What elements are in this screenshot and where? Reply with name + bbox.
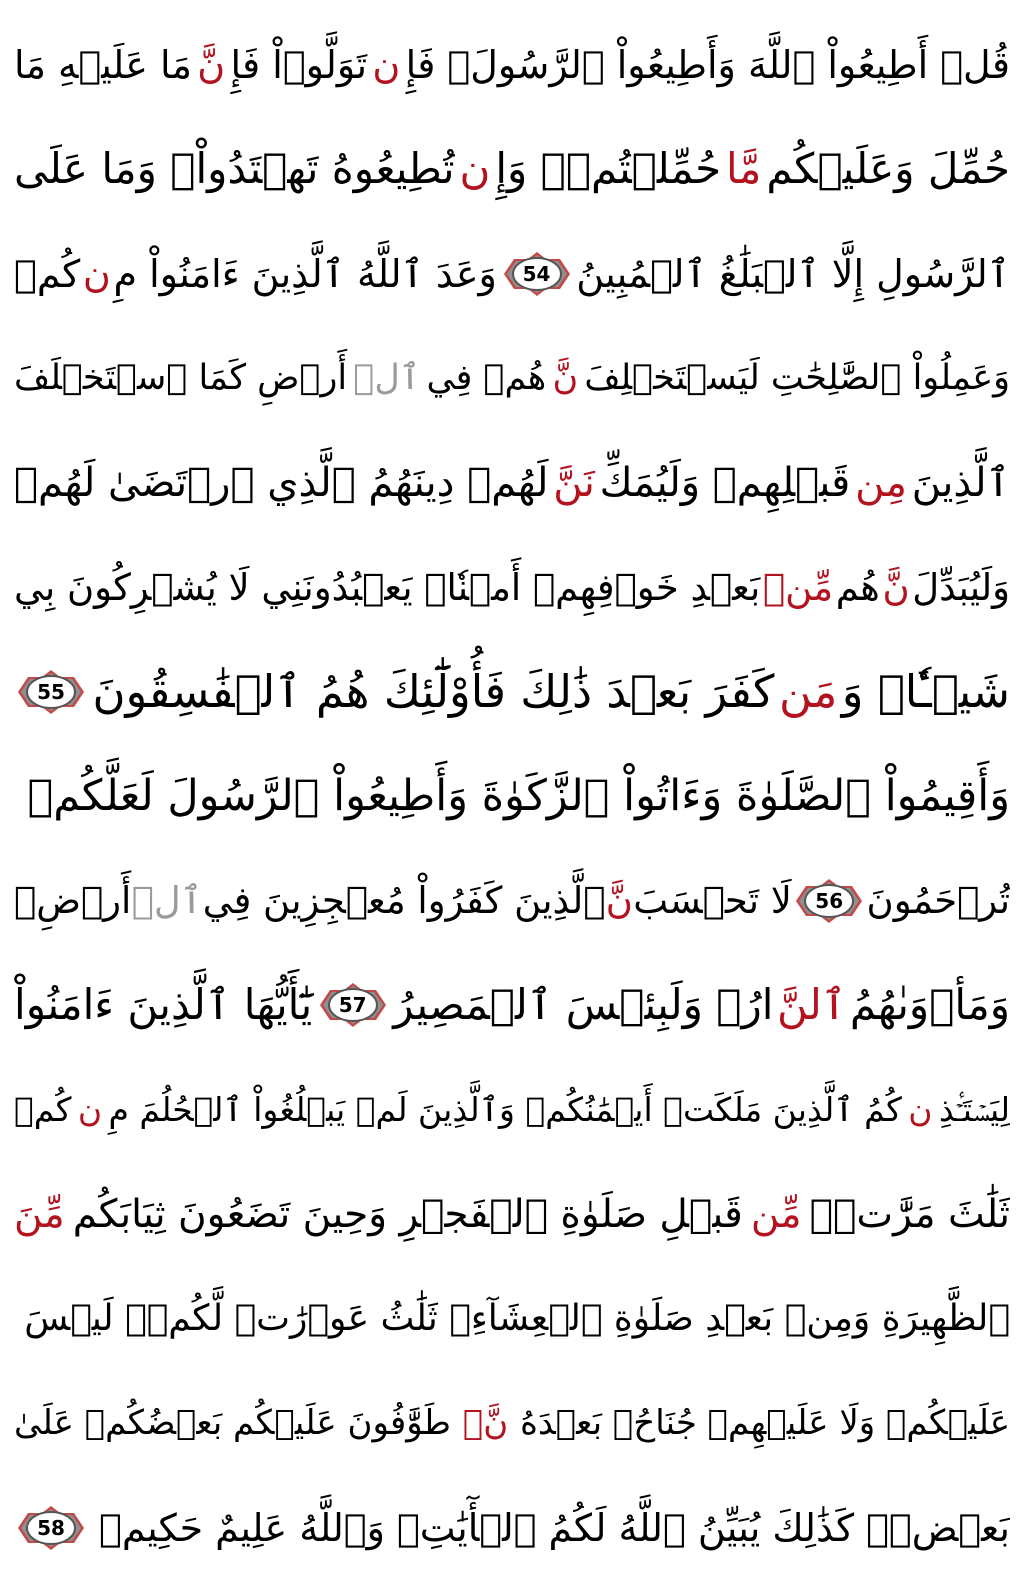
ayah-number: 56 (815, 888, 844, 913)
highlighted-letters: ن (459, 144, 491, 193)
verse-text: وَلَيُبَدِّلَ (912, 565, 1010, 609)
highlighted-letters: نَّ (882, 565, 910, 609)
silent-letters: ٱلۡ (131, 879, 203, 922)
verse-text: كُمۡ (14, 1090, 72, 1129)
highlighted-letters: نَّ (605, 879, 633, 922)
ayah-end-marker (14, 1504, 88, 1552)
text-line (14, 1061, 1010, 1158)
ayah-number: 54 (522, 261, 551, 286)
verse-text: لَا تَحۡسَبَ (633, 879, 792, 922)
ayah-end-marker (14, 668, 88, 716)
highlighted-letters: نَنَّ (553, 459, 595, 506)
verse-text: ٱلظَّهِيرَةِ وَمِنۢ بَعۡدِ صَلَوٰةِ ٱلۡعِشَآءِۚ ثَلَٰثُ عَوۡرَٰتٖ لَّكُمۡۚ لَيۡسَ (24, 1297, 1010, 1339)
verse-text: بَعۡضٖۚ كَذَٰلِكَ يُبَيِّنُ ٱللَّهُ لَكُمُ ٱلۡأٓيَٰتِۗ وَٱللَّهُ عَلِيمٌ حَكِيمٞ (99, 1505, 1010, 1550)
verse-text: طَوَّٰفُونَ عَلَيۡكُم بَعۡضُكُمۡ عَلَىٰ (14, 1403, 451, 1443)
verse-text: تَوَلَّوۡاْ فَإِ (230, 42, 368, 87)
verse-text: قَبۡلِ صَلَوٰةِ ٱلۡفَجۡرِ وَحِينَ تَضَعُونَ ثِيَابَكُم (72, 1191, 743, 1237)
verse-text: لِيَسۡتَـٔۡذِ (938, 1090, 1010, 1129)
text-line (14, 1166, 1010, 1263)
verse-text: بَعۡدِ خَوۡفِهِمۡ أَمۡنٗاۚ يَعۡبُدُونَنِي لَا يُشۡرِكُونَ بِي (14, 565, 761, 609)
highlighted-letters: نَّ (552, 357, 579, 398)
verse-text: شَيۡـٔٗاۚ وَ (841, 665, 1010, 718)
highlighted-letters: ن (77, 1090, 103, 1129)
ayah-number: 57 (338, 993, 367, 1017)
highlighted-letters: ٱلنَّ (776, 980, 847, 1029)
highlighted-letters: مِّنَ (14, 1191, 65, 1237)
verse-text: كَفَرَ بَعۡدَ ذَٰلِكَ فَأُوْلَٰٓئِكَ هُمُ ٱلۡفَٰسِقُونَ (92, 665, 775, 718)
verse-text: وَأَقِيمُواْ ٱلصَّلَوٰةَ وَءَاتُواْ ٱلزَّكَوٰةَ وَأَطِيعُواْ ٱلرَّسُولَ لَعَلَّكُمۡ (27, 770, 1010, 821)
highlighted-letters: مِّنۢ (762, 565, 834, 609)
text-line (14, 121, 1010, 218)
highlighted-letters: مِّن (750, 1191, 802, 1237)
verse-text: تُرۡحَمُونَ (866, 879, 1010, 922)
highlighted-letters: نَّۚ (462, 1403, 509, 1443)
mushaf-page (14, 6, 1010, 1578)
silent-letters: ٱلۡ (353, 357, 421, 398)
verse-text: أَرۡضِۚ (14, 879, 132, 922)
verse-text: يَٰٓأَيُّهَا ٱلَّذِينَ ءَامَنُواْ (14, 980, 313, 1029)
verse-text: مَا عَلَيۡهِ مَا (14, 42, 192, 87)
verse-text: ارُۖ وَلَبِئۡسَ ٱلۡمَصِيرُ (393, 980, 774, 1029)
verse-text: أَرۡضِ كَمَا ٱسۡتَخۡلَفَ (14, 357, 348, 398)
verse-text: ٱلرَّسُولِ إِلَّا ٱلۡبَلَٰغُ ٱلۡمُبِينُ (576, 251, 1010, 296)
verse-text: وَمَأۡوَىٰهُمُ (849, 980, 1010, 1029)
text-line (14, 16, 1010, 113)
verse-text: كُمُ ٱلَّذِينَ مَلَكَتۡ أَيۡمَٰنُكُمۡ وَٱلَّذِينَ لَمۡ يَبۡلُغُواْ ٱلۡحُلُمَ مِ (108, 1090, 902, 1129)
verse-text: ٱلَّذِينَ كَفَرُواْ مُعۡجِزِينَ فِي (202, 879, 606, 922)
text-line (14, 539, 1010, 636)
ayah-end-marker (316, 981, 390, 1029)
verse-text: هُمۡ فِي (426, 357, 547, 398)
text-line (14, 434, 1010, 531)
highlighted-letters: ن (908, 1090, 933, 1129)
text-line (14, 1375, 1010, 1472)
highlighted-letters: ن (82, 251, 111, 296)
text-line (14, 330, 1010, 427)
highlighted-letters: مَن (778, 665, 838, 718)
highlighted-letters: مَّا (726, 144, 762, 193)
text-line (14, 1479, 1010, 1576)
verse-text: قُلۡ أَطِيعُواْ ٱللَّهَ وَأَطِيعُواْ ٱلرَّسُولَۖ فَإِ (405, 42, 1010, 87)
verse-text: ٱلَّذِينَ (911, 459, 1010, 506)
verse-text: عَلَيۡكُمۡ وَلَا عَلَيۡهِمۡ جُنَاحُۢ بَعۡدَهُ (520, 1403, 1010, 1443)
text-line (14, 852, 1010, 949)
verse-text: لَهُمۡ دِينَهُمُ ٱلَّذِي ٱرۡتَضَىٰ لَهُمۡ (14, 459, 549, 506)
text-line (14, 748, 1010, 845)
verse-text: وَعَمِلُواْ ٱلصَّٰلِحَٰتِ لَيَسۡتَخۡلِفَ (584, 357, 1010, 398)
ayah-end-marker (792, 877, 866, 925)
ayah-number: 55 (37, 679, 65, 704)
verse-text: كُمۡ (14, 251, 81, 296)
verse-text: حُمِّلۡتُمۡۖ وَإِ (495, 144, 722, 193)
text-line (14, 1270, 1010, 1367)
verse-text: قَبۡلِهِمۡ وَلَيُمَكِّ (599, 459, 851, 506)
verse-text: تُطِيعُوهُ تَهۡتَدُواْۚ وَمَا عَلَى (14, 144, 455, 193)
text-line (14, 957, 1010, 1054)
verse-text: هُم (835, 565, 880, 609)
ayah-end-marker (500, 250, 574, 298)
highlighted-letters: مِن (855, 459, 907, 506)
text-line (14, 643, 1010, 740)
highlighted-letters: نَّ (197, 42, 226, 87)
verse-text: ثَلَٰثَ مَرَّٰتٖۚ (809, 1191, 1010, 1237)
highlighted-letters: ن (372, 42, 401, 87)
verse-text: وَعَدَ ٱللَّهُ ٱلَّذِينَ ءَامَنُواْ مِ (113, 251, 497, 296)
verse-text: حُمِّلَ وَعَلَيۡكُم (766, 144, 1010, 193)
ayah-number: 58 (37, 1515, 65, 1540)
text-line (14, 225, 1010, 322)
